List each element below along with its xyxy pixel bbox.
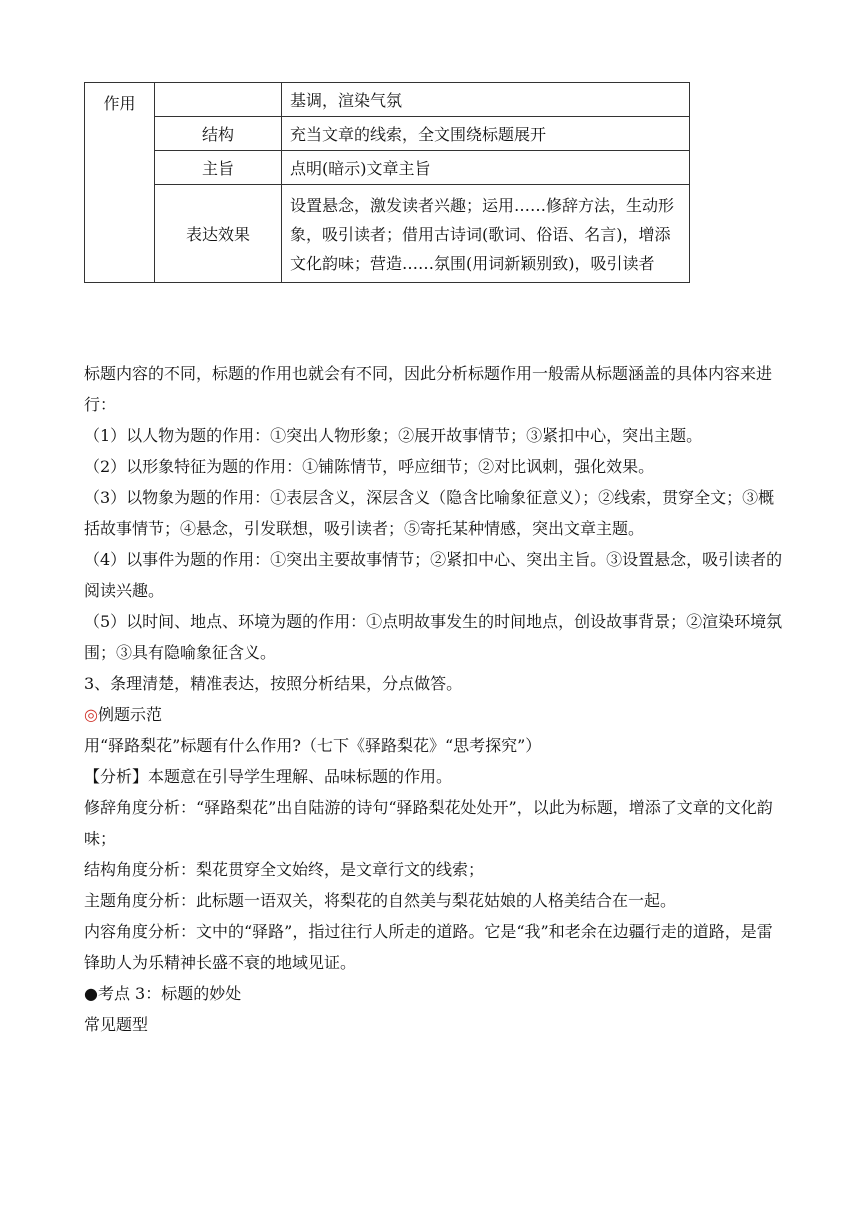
analysis-point: 结构角度分析：梨花贯穿全文始终，是文章行文的线索； — [84, 860, 485, 879]
point-paragraph: （1）以人物为题的作用：①突出人物形象；②展开故事情节；③紧扣中心，突出主题。 — [84, 426, 703, 445]
intro-paragraph: 标题内容的不同，标题的作用也就会有不同，因此分析标题作用一般需从标题涵盖的具体内容来进行： — [84, 364, 773, 414]
circle-marker-icon: ◎ — [84, 705, 98, 724]
table-cell-aspect: 主旨 — [155, 151, 282, 185]
table-row — [85, 117, 690, 151]
analysis-text: 本题意在引导学生理解、品味标题的作用。 — [148, 767, 453, 786]
table-row — [85, 83, 690, 117]
point-paragraph: （2）以形象特征为题的作用：①铺陈情节，呼应细节；②对比讽刺，强化效果。 — [84, 457, 655, 476]
table-row — [85, 185, 690, 283]
point-paragraph: （4）以事件为题的作用：①突出主要故事情节；②紧扣中心、突出主旨。③设置悬念，吸引读者的阅读兴趣。 — [84, 550, 783, 600]
table-cell-aspect: 表达效果 — [155, 185, 282, 283]
table-cell-description: 点明(暗示)文章主旨 — [282, 151, 690, 185]
step-paragraph: 3、条理清楚，精准表达，按照分析结果，分点做答。 — [84, 674, 463, 693]
analysis-point: 内容角度分析：文中的“驿路”，指过往行人所走的道路。它是“我”和老余在边疆行走的道路，是雷锋助人为乐精神长盛不衰的地域见证。 — [84, 922, 773, 972]
point-paragraph: （3）以物象为题的作用：①表层含义，深层含义（隐含比喻象征意义）；②线索，贯穿全文；③概括故事情节；④悬念，引发联想，吸引读者；⑤寄托某种情感，突出文章主题。 — [84, 488, 775, 538]
analysis-paragraph — [84, 761, 784, 792]
analysis-point: 主题角度分析：此标题一语双关，将梨花的自然美与梨花姑娘的人格美结合在一起。 — [84, 891, 677, 910]
table-cell-description: 基调，渲染气氛 — [282, 83, 690, 117]
example-question: 用“驿路梨花”标题有什么作用?（七下《驿路梨花》“思考探究”） — [84, 736, 542, 755]
body-text — [84, 358, 784, 1040]
kaodian-heading: ●考点 3：标题的妙处 — [84, 984, 242, 1003]
example-heading-text: 例题示范 — [97, 705, 162, 724]
analysis-point: 修辞角度分析：“驿路梨花”出自陆游的诗句“驿路梨花处处开”，以此为标题，增添了文章的文化韵味； — [84, 798, 773, 848]
table-cell-description: 充当文章的线索，全文围绕标题展开 — [282, 117, 690, 151]
table-cell-aspect — [155, 83, 282, 117]
table-cell-description: 设置悬念，激发读者兴趣；运用……修辞方法，生动形象，吸引读者；借用古诗词(歌词、俗语、名言)，增添文化韵味；营造……氛围(用词新颖别致)，吸引读者 — [282, 185, 690, 283]
point-paragraph: （5）以时间、地点、环境为题的作用：①点明故事发生的时间地点，创设故事背景；②渲染环境氛围；③具有隐喻象征含义。 — [84, 612, 783, 662]
example-heading — [84, 699, 784, 730]
table-row — [85, 151, 690, 185]
common-types-heading: 常见题型 — [84, 1015, 149, 1034]
table-cell-category: 作用 — [85, 83, 155, 283]
title-function-table — [84, 82, 690, 283]
analysis-tag: 【分析】 — [84, 767, 149, 786]
table-cell-aspect: 结构 — [155, 117, 282, 151]
